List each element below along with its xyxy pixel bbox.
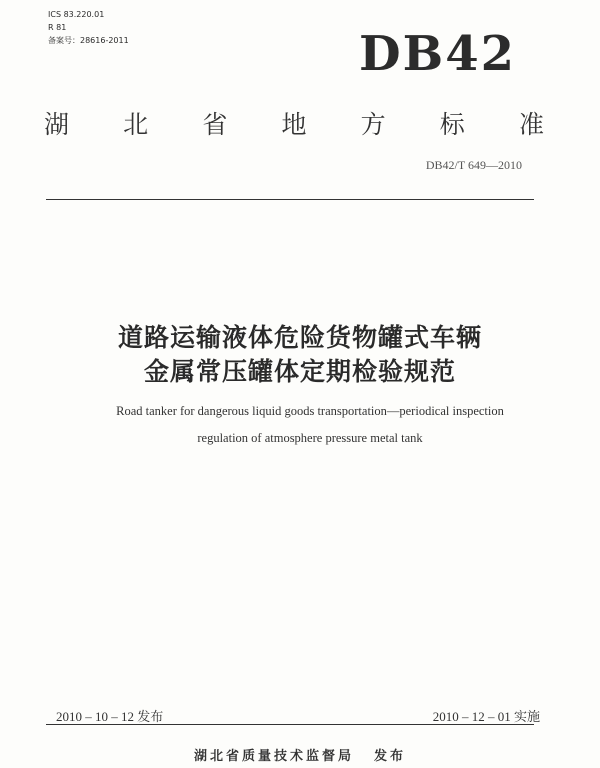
title-en-line1: Road tanker for dangerous liquid goods transportation—periodical inspection xyxy=(116,404,504,418)
standard-type-char: 省 xyxy=(202,110,228,139)
ics-code: ICS 83.220.01 xyxy=(48,10,105,19)
publisher-name: 湖北省质量技术监督局 xyxy=(193,749,354,764)
standard-type-char: 北 xyxy=(123,110,149,139)
title-zh-line2: 金属常压罐体定期检验规范 xyxy=(143,357,456,386)
ccs-code: R 81 xyxy=(48,23,67,32)
issue-date: 2010 – 10 – 12 发布 xyxy=(56,709,164,724)
standard-number: DB42/T 649—2010 xyxy=(425,158,522,172)
standard-type-char: 标 xyxy=(439,110,465,139)
db42-logo: DB42 xyxy=(359,26,516,82)
filing-number: 备案号：28616-2011 xyxy=(48,36,129,45)
footer-divider xyxy=(46,724,534,725)
publish-word: 发布 xyxy=(374,749,407,764)
classification-block xyxy=(48,8,129,47)
standard-type-char: 地 xyxy=(281,110,307,139)
standard-type xyxy=(44,105,544,141)
publisher xyxy=(0,745,600,764)
standard-type-char: 湖 xyxy=(44,110,70,139)
title-zh-line1: 道路运输液体危险货物罐式车辆 xyxy=(117,323,482,352)
implement-date: 2010 – 12 – 01 实施 xyxy=(432,709,540,724)
standard-type-char: 准 xyxy=(518,110,544,139)
header-divider xyxy=(46,199,534,200)
title-en-line2: regulation of atmosphere pressure metal tank xyxy=(197,431,423,445)
standard-type-char: 方 xyxy=(360,110,386,139)
title-en xyxy=(60,398,560,452)
